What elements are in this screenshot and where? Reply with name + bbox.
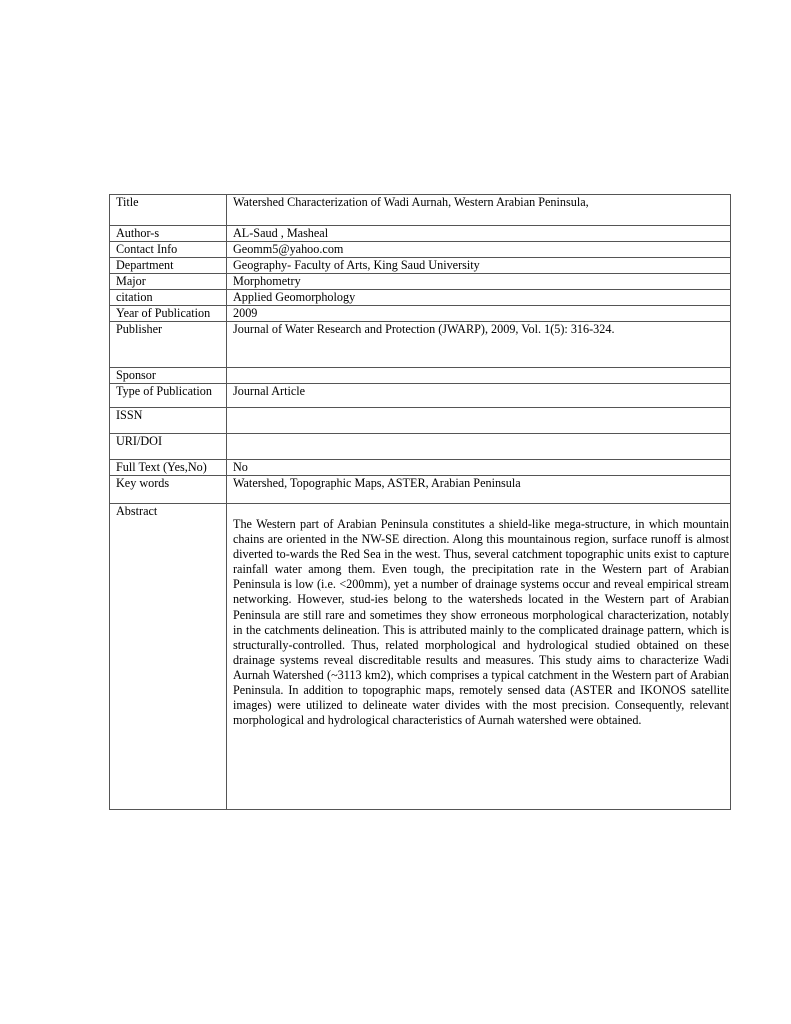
table-row-fulltext	[110, 460, 731, 476]
citation-label: citation	[110, 290, 227, 306]
abstract-cell	[227, 504, 731, 810]
table-row-year	[110, 306, 731, 322]
table-row-authors	[110, 226, 731, 242]
table-row-publisher	[110, 322, 731, 368]
type-label: Type of Publication	[110, 384, 227, 408]
table-row-citation	[110, 290, 731, 306]
authors-label: Author-s	[110, 226, 227, 242]
table-row-keywords	[110, 476, 731, 504]
department-value: Geography- Faculty of Arts, King Saud University	[227, 258, 731, 274]
table-row-uri	[110, 434, 731, 460]
table-row-issn	[110, 408, 731, 434]
department-label: Department	[110, 258, 227, 274]
table-row-department	[110, 258, 731, 274]
contact-value: Geomm5@yahoo.com	[227, 242, 731, 258]
table-row-title	[110, 195, 731, 226]
fulltext-value: No	[227, 460, 731, 476]
year-label: Year of Publication	[110, 306, 227, 322]
fulltext-label: Full Text (Yes,No)	[110, 460, 227, 476]
type-value: Journal Article	[227, 384, 731, 408]
publisher-value: Journal of Water Research and Protection (JWARP), 2009, Vol. 1(5): 316-324.	[227, 322, 731, 368]
major-label: Major	[110, 274, 227, 290]
publication-metadata-table	[109, 194, 731, 810]
table-row-contact	[110, 242, 731, 258]
issn-label: ISSN	[110, 408, 227, 434]
abstract-label: Abstract	[110, 504, 227, 810]
publisher-label: Publisher	[110, 322, 227, 368]
keywords-label: Key words	[110, 476, 227, 504]
uri-label: URI/DOI	[110, 434, 227, 460]
keywords-value: Watershed, Topographic Maps, ASTER, Arabian Peninsula	[227, 476, 731, 504]
authors-value: AL-Saud , Masheal	[227, 226, 731, 242]
title-label: Title	[110, 195, 227, 226]
abstract-text: The Western part of Arabian Peninsula constitutes a shield-like mega-structure, in which mountain chains are oriented in the NW-SE direction. Along this mountainous region, surface runoff is almost diverted to-wards the Red Sea in the west. Thus, several catchment topographic units exist to capture rainfall water among them. Even tough, the precipitation rate in the Western part of Arabian Peninsula is low (i.e. <200mm), yet a number of drainage systems occur and reveal empirical stream networking. However, stud-ies belong to the watersheds located in the Western part of Arabian Peninsula are still rare and sometimes they show erroneous morphological characterization, notably in the catchments delineation. This is attributed mainly to the complicated drainage pattern, which is structurally-controlled. Thus, related morphological and hydrological studied obtained on these drainage systems reveal discreditable results and measures. This study aims to characterize Wadi Aurnah Watershed (~3113 km2), which comprises a typical catchment in the Western part of Arabian Peninsula. In addition to topographic maps, remotely sensed data (ASTER and IKONOS satellite images) were utilized to delineate water divides with the most precision. Consequently, relevant morphological and hydrological characteristics of Aurnah watershed were obtained.	[233, 517, 729, 728]
sponsor-label: Sponsor	[110, 368, 227, 384]
table-row-type	[110, 384, 731, 408]
title-value: Watershed Characterization of Wadi Aurnah, Western Arabian Peninsula,	[227, 195, 731, 226]
major-value: Morphometry	[227, 274, 731, 290]
year-value: 2009	[227, 306, 731, 322]
sponsor-value	[227, 368, 731, 384]
issn-value	[227, 408, 731, 434]
uri-value	[227, 434, 731, 460]
table-row-abstract	[110, 504, 731, 810]
table-row-sponsor	[110, 368, 731, 384]
citation-value: Applied Geomorphology	[227, 290, 731, 306]
contact-label: Contact Info	[110, 242, 227, 258]
table-row-major	[110, 274, 731, 290]
